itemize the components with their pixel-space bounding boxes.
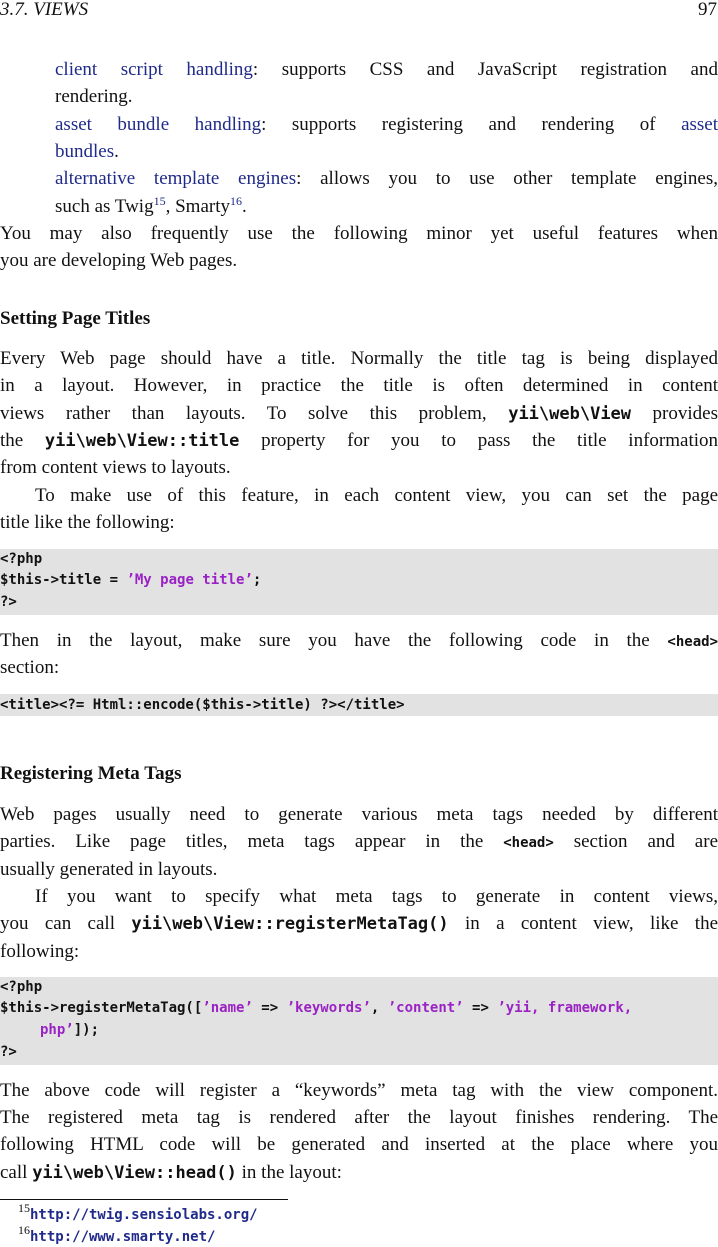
inline-code: yii\web\View::registerMetaTag() (131, 914, 449, 934)
intro-paragraph-line-2: you are developing Web pages. (0, 250, 238, 271)
paragraph-line: The registered meta tag is rendered after the layout finishes rendering. The (0, 1107, 718, 1128)
code-block-meta-tag: <?php $this->registerMetaTag([’name’ => ’keywords’, ’content’ => ’yii, framework, php’]); ?> (0, 977, 718, 1065)
footnote-16: $^{16}$http://www.smarty.net/ (18, 1223, 216, 1245)
intro-paragraph-line-1: You may also frequently use the following minor yet useful features when (0, 223, 718, 244)
paragraph-line: the yii\web\View::title property for you to pass the title information (0, 430, 718, 451)
inline-code: yii\web\View (508, 404, 632, 424)
paragraph-line: from content views to layouts. (0, 457, 231, 478)
paragraph-line: following: (0, 941, 80, 962)
paragraph-line: views rather than layouts. To solve this problem, yii\web\View provides (0, 403, 718, 424)
paragraph-line: The above code will register a “keywords” meta tag with the view component. (0, 1080, 718, 1101)
heading-setting-page-titles: Setting Page Titles (0, 308, 151, 329)
paragraph-line: following HTML code will be generated and inserted at the place where you (0, 1134, 718, 1155)
inline-code: yii\web\View::head() (32, 1163, 237, 1183)
feature-item-asset-bundle-cont: bundles. (55, 141, 119, 162)
feature-item-client-script: client script handling: supports CSS and JavaScript registration and (55, 59, 718, 80)
paragraph-line: If you want to specify what meta tags to generate in content views, (35, 886, 718, 907)
link-asset-bundle-handling[interactable]: asset bundle handling (55, 114, 262, 135)
feature-item-asset-bundle: asset bundle handling: supports registering and rendering of asset (55, 114, 718, 135)
paragraph-line: in a layout. However, in practice the title is often determined in content (0, 375, 718, 396)
footnote-ref-16[interactable]: 16 (229, 194, 242, 208)
footnote-15: $^{15}$http://twig.sensiolabs.org/ (18, 1201, 258, 1223)
paragraph-line: you can call yii\web\View::registerMetaTag() in a content view, like the (0, 913, 718, 934)
feature-item-template-engines: alternative template engines: allows you to use other template engines, (55, 168, 718, 189)
heading-registering-meta-tags: Registering Meta Tags (0, 763, 182, 784)
paragraph-line: Web pages usually need to generate various meta tags needed by different (0, 804, 718, 825)
paragraph-line: usually generated in layouts. (0, 859, 218, 880)
footnote-rule (0, 1199, 288, 1200)
code-block-page-title: <?php $this->title = ’My page title’; ?> (0, 549, 718, 615)
inline-code: yii\web\View::title (44, 431, 240, 451)
link-alternative-template-engines[interactable]: alternative template engines (55, 168, 297, 189)
section-title: 3.7. VIEWS (0, 0, 89, 20)
paragraph-line: call yii\web\View::head() in the layout: (0, 1162, 342, 1183)
footnote-link-smarty[interactable]: http://www.smarty.net/ (30, 1229, 216, 1245)
link-asset-bundles[interactable]: asset (681, 114, 718, 135)
footnote-ref-15[interactable]: 15 (153, 194, 166, 208)
feature-item-client-script-cont: rendering. (55, 86, 133, 107)
code-block-title-tag: <title><?= Html::encode($this->title) ?></title> (0, 694, 718, 716)
paragraph-line: Then in the layout, make sure you have the following code in the <head> (0, 630, 718, 651)
page-number: 97 (698, 0, 717, 20)
paragraph-line: title like the following: (0, 512, 175, 533)
inline-code: <head> (503, 835, 554, 851)
paragraph-line: parties. Like page titles, meta tags appear in the <head> section and are (0, 831, 718, 852)
feature-item-template-engines-cont: such as Twig$^{15}$, Smarty$^{16}$. (55, 194, 247, 217)
paragraph-line: section: (0, 657, 60, 678)
footnote-link-twig[interactable]: http://twig.sensiolabs.org/ (30, 1207, 258, 1223)
link-client-script-handling[interactable]: client script handling (55, 59, 253, 80)
link-asset-bundles-cont[interactable]: bundles (55, 141, 115, 162)
inline-code: <head> (667, 634, 718, 650)
running-head (0, 0, 718, 22)
paragraph-line: To make use of this feature, in each content view, you can set the page (35, 485, 718, 506)
paragraph-line: Every Web page should have a title. Normally the title tag is being displayed (0, 348, 718, 369)
